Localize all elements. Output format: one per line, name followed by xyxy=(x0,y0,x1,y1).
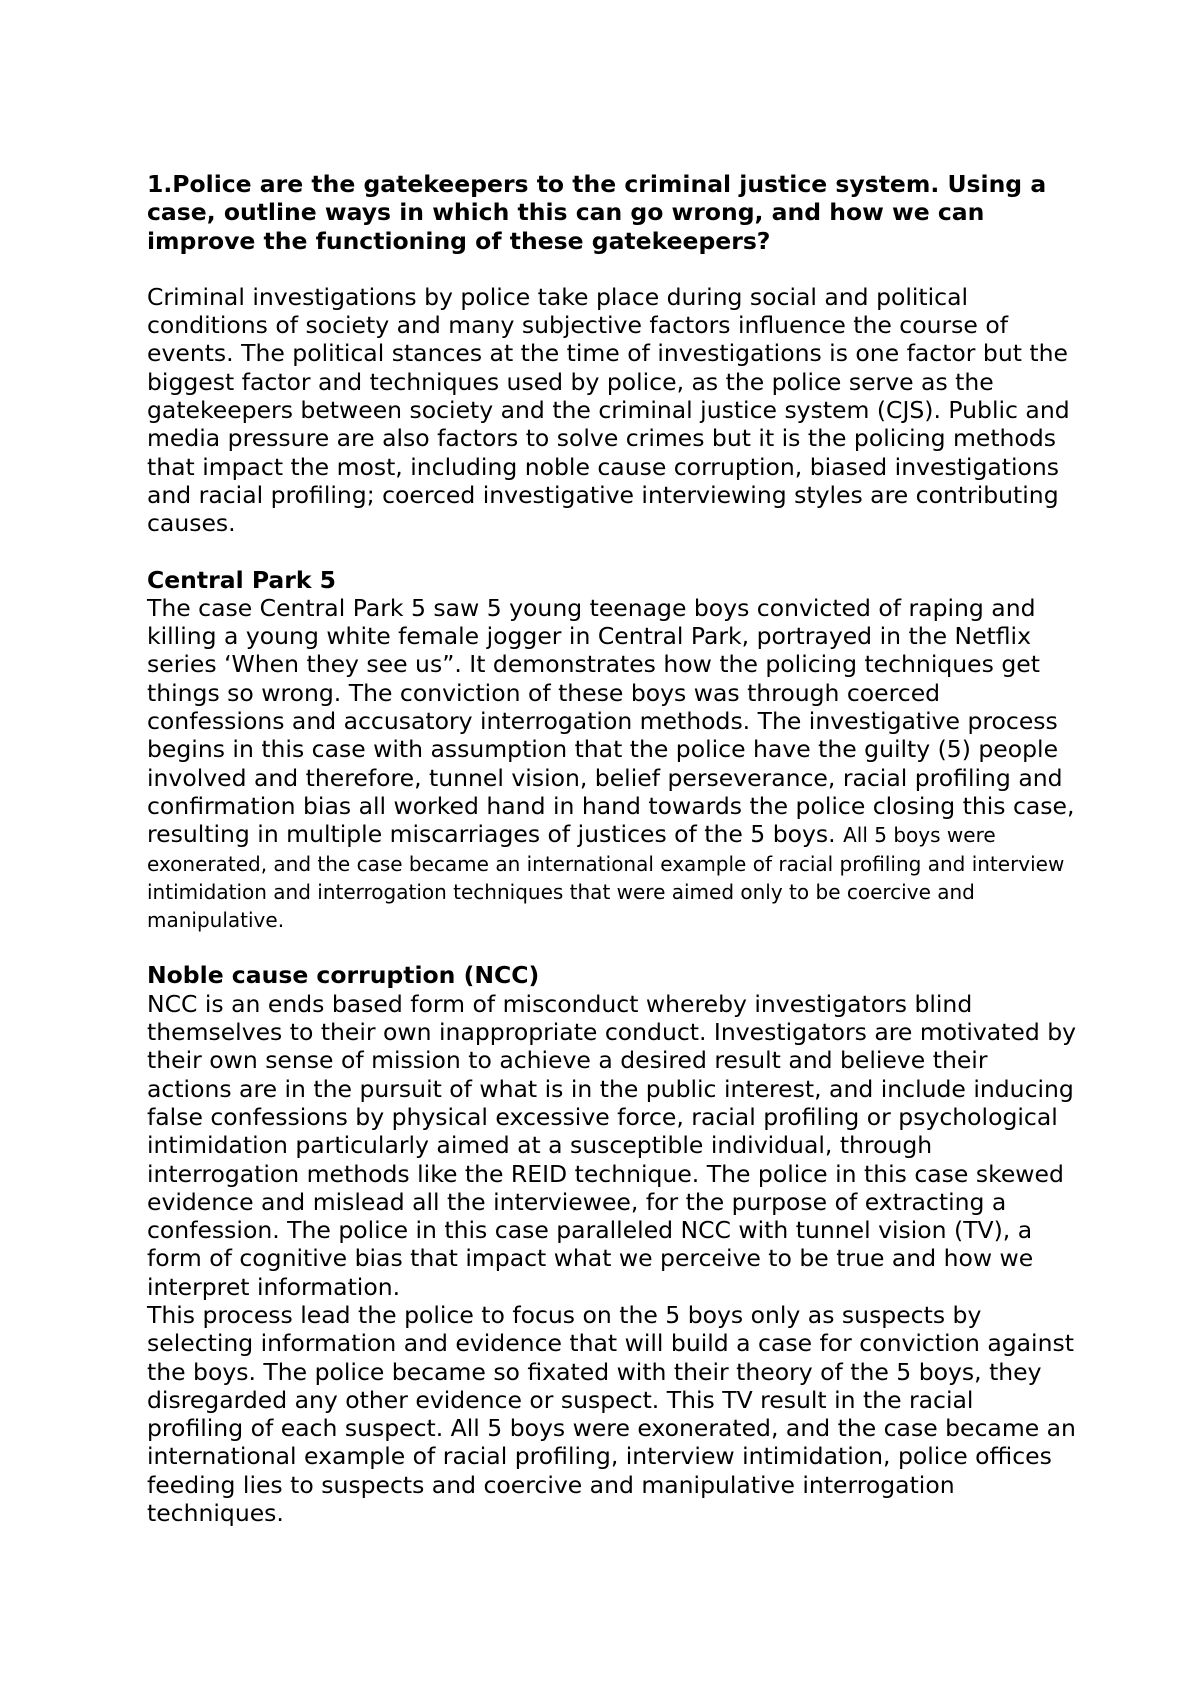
section-heading-ncc: Noble cause corruption (NCC) xyxy=(147,961,540,990)
central-park-paragraph xyxy=(147,594,1077,934)
central-park-body: The case Central Park 5 saw 5 young teenage boys convicted of raping and killing a young white female jogger in Central Park, portrayed in the Netflix series ‘When they see us”. It demonstrates how the policing techniques get things so wrong. The conviction of these boys was through coerced confessions and accusatory interrogation methods. The investigative process begins in this case with assumption that the police have the guilty (5) people involved and therefore, tunnel vision, belief perseverance, racial profiling and confirmation bias all worked hand in hand towards the police closing this case, resulting in multiple miscarriages of justices of the 5 boys. xyxy=(147,593,1075,849)
question-heading: 1.Police are the gatekeepers to the criminal justice system. Using a case, outline ways in which this can go wrong, and how we can improve the functioning of these gatekeepers? xyxy=(147,170,1047,255)
document-page xyxy=(147,170,1077,1527)
intro-paragraph: Criminal investigations by police take place during social and political conditions of society and many subjective factors influence the course of events. The political stances at the time of investigations is one factor but the biggest factor and techniques used by police, as the police serve as the gatekeepers between society and the criminal justice system (CJS). Public and media pressure are also factors to solve crimes but it is the policing methods that impact the most, including noble cause corruption, biased investigations and racial profiling; coerced investigative interviewing styles are contributing causes. xyxy=(147,282,1070,538)
ncc-paragraph-2: This process lead the police to focus on the 5 boys only as suspects by selecting information and evidence that will build a case for conviction against the boys. The police became so fixated with their theory of the 5 boys, they disregarded any other evidence or suspect. This TV result in the racial profiling of each suspect. All 5 boys were exonerated, and the case became an international example of racial profiling, interview intimidation, police offices feeding lies to suspects and coercive and manipulative interrogation techniques. xyxy=(147,1300,1076,1528)
section-heading-central-park-5: Central Park 5 xyxy=(147,565,337,594)
ncc-paragraph-1: NCC is an ends based form of misconduct whereby investigators blind themselves to their own inappropriate conduct. Investigators are motivated by their own sense of mission to achieve a desired result and believe their actions are in the pursuit of what is in the public interest, and include inducing false confessions by physical excessive force, racial profiling or psychological intimidation particularly aimed at a susceptible individual, through interrogation methods like the REID technique. The police in this case skewed evidence and mislead all the interviewee, for the purpose of extracting a confession. The police in this case paralleled NCC with tunnel vision (TV), a form of cognitive bias that impact what we perceive to be true and how we interpret information. xyxy=(147,989,1077,1301)
central-park-body-small: All 5 boys were exonerated, and the case became an international example of racial profiling and interview intimidation and interrogation techniques that were aimed only to be coercive and manipulative. xyxy=(147,823,1065,933)
